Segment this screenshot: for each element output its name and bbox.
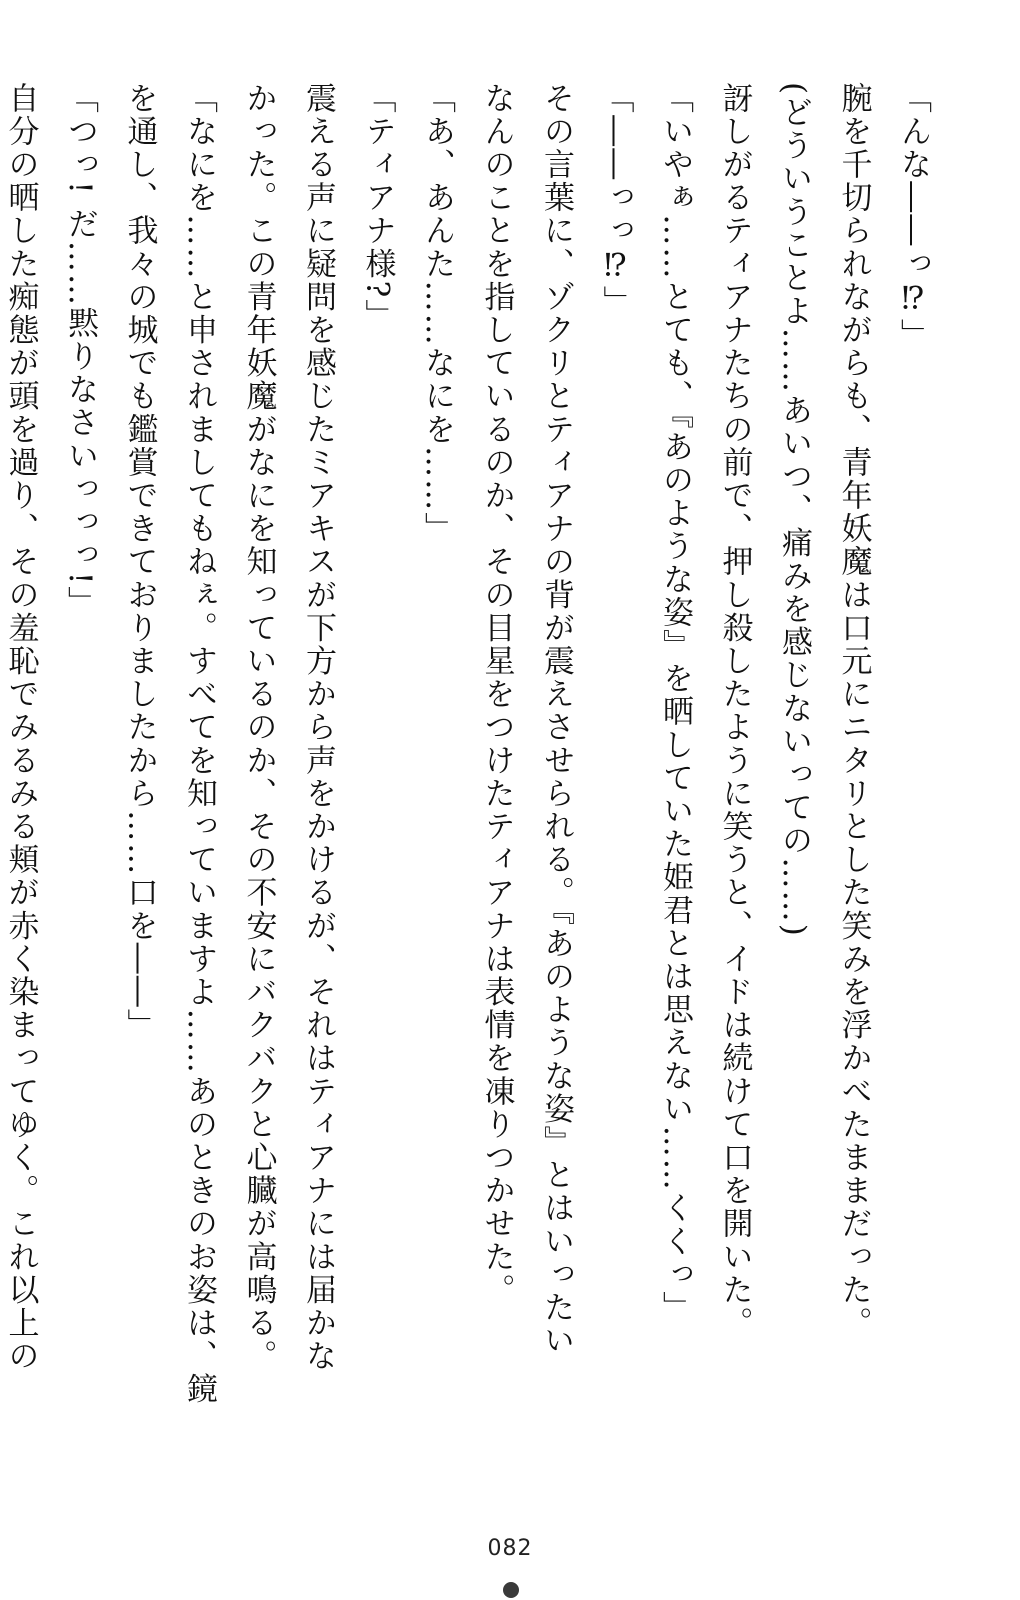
page-marker-dot: [503, 1582, 519, 1598]
text-line: 「――っっ⁉」: [597, 82, 634, 319]
page-number: 082: [487, 1536, 533, 1561]
text-line: かった。この青年妖魔がなにを知っているのか、その不安にバクバクと心臓が高鳴る。: [240, 82, 277, 1373]
text-line: その言葉に、ゾクリとティアナの背が震えさせられる。『あのような姿』とはいったい: [538, 82, 574, 1358]
text-line: (どういうことよ……あいつ、痛みを感じないっての……): [776, 82, 812, 938]
text-line: 「なにを……と申されましてもねぇ。すべてを知っていますよ……あのときのお姿は、鏡: [181, 82, 217, 1406]
text-line: 自分の晒した痴態が頭を過り、その羞恥でみるみる頬が赤く染まってゆく。これ以上の: [2, 82, 39, 1373]
text-line: 「いやぁ……とても、『あのような姿』を晒していた姫君とは思えない……くくっ」: [657, 82, 693, 1325]
vertical-body-text: [2, 82, 942, 1487]
text-line: を通し、我々の城でも鑑賞できておりましたから……口を――」: [121, 82, 158, 1042]
text-line: 「んな――っ⁉」: [895, 82, 931, 352]
text-line: 「ティアナ様?」: [359, 82, 396, 333]
text-line: 「あ、あんた……なにを……」: [419, 82, 455, 546]
text-line: 「つっ! だ……黙りなさいっっっ!」: [62, 82, 98, 620]
text-line: なんのことを指しているのか、その目星をつけたティアナは表情を凍りつかせた。: [478, 82, 515, 1307]
text-line: 震える声に疑問を感じたミアキスが下方から声をかけるが、それはティアナには届かな: [300, 82, 336, 1373]
text-line: 訝しがるティアナたちの前で、押し殺したように笑うと、イドは続けて口を開いた。: [716, 82, 753, 1340]
text-line: 腕を千切られながらも、青年妖魔は口元にニタリとした笑みを浮かべたままだった。: [835, 82, 872, 1340]
